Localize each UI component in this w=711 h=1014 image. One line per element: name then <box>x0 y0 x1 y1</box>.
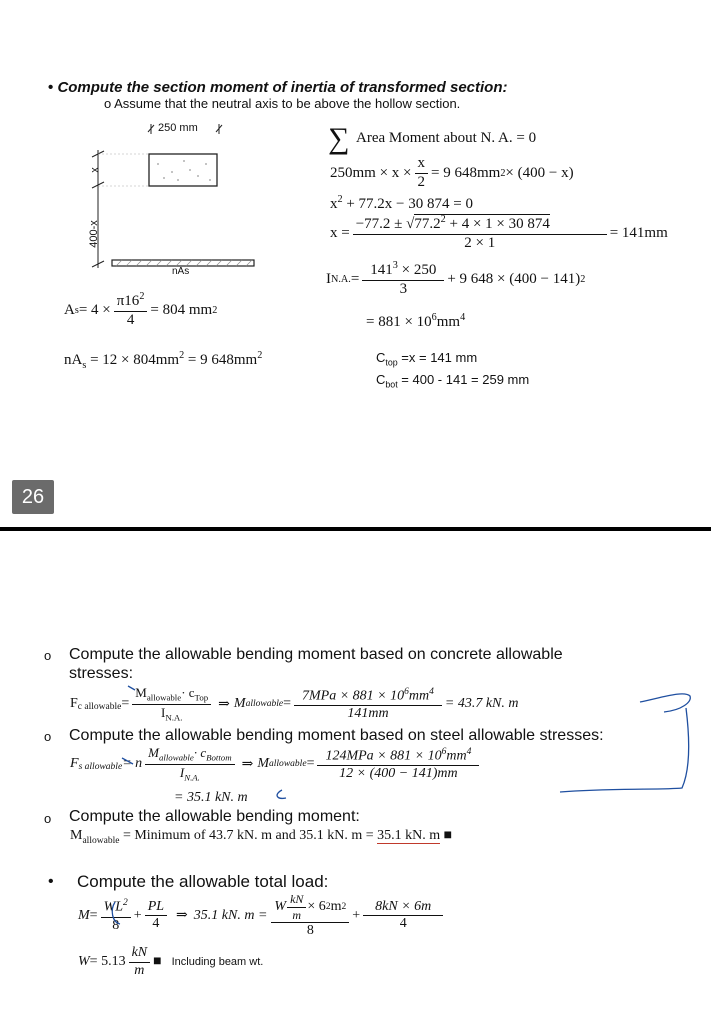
ctop-sub: top <box>385 357 398 368</box>
min-lhs-sub: allowable <box>82 835 120 846</box>
section-diagram <box>80 120 270 290</box>
fs-num-a-sub: allowable <box>158 752 194 763</box>
fs-eq: = n <box>122 756 143 772</box>
m-f4-den: 4 <box>399 916 407 932</box>
fs-rnum-a: 124MPa × 881 × 10 <box>325 748 442 764</box>
m-times-sup: 2 <box>325 902 331 913</box>
fs-rden: 12 × (400 − 141)mm <box>339 766 458 782</box>
m-f4-num: 8kN × 6m <box>363 900 443 917</box>
section-heading <box>48 79 507 96</box>
eq4-num-sup: 3 <box>392 260 398 271</box>
pen-bracket-right <box>560 708 689 792</box>
w-eq: = 5.13 <box>89 954 126 970</box>
nas-lhs-sub: s <box>82 360 87 371</box>
page-number-badge: 26 <box>12 480 54 514</box>
equation-5 <box>366 312 465 331</box>
as-rhs-sup: 2 <box>212 304 218 316</box>
fc-rnum-sup1: 6 <box>404 686 409 697</box>
as-mult: = 4 × <box>78 301 111 318</box>
compression-block <box>149 154 217 186</box>
fs-lhs: F <box>70 756 79 772</box>
radicand <box>414 214 549 232</box>
fc-lhs: F <box>70 696 78 712</box>
cbot-value: = 400 - 141 = 259 mm <box>401 372 530 387</box>
min-lhs: M <box>70 828 83 843</box>
eq1-c: × (400 − x) <box>505 164 574 181</box>
assumption-line <box>104 96 460 111</box>
concrete-heading-line2: stresses: <box>69 665 134 682</box>
as-fraction <box>114 292 148 329</box>
m-f2-den: 4 <box>152 916 160 932</box>
fs-den-a: I <box>179 764 185 780</box>
m-f3-den: 8 <box>306 923 314 939</box>
fs-rnum-b: mm <box>446 748 467 764</box>
equation-3 <box>330 215 668 252</box>
fs-rnum-sup2: 4 <box>466 746 472 757</box>
width-label: 250 mm <box>158 122 198 134</box>
nas-rhs: = 12 × 804mm <box>86 352 180 368</box>
fs-arrow: ⇒ <box>241 756 254 772</box>
m-plus2: + <box>352 907 361 923</box>
eq5-a-sup: 6 <box>431 312 437 323</box>
heading-text: Compute the section moment of inertia of transformed section: <box>57 79 508 96</box>
m-lhs: M <box>78 907 90 923</box>
nas-rhs-sup2: 2 <box>257 350 263 361</box>
eq1-num: x <box>415 156 429 174</box>
ctop-value: =x = 141 mm <box>401 350 478 365</box>
fs-den-sub: N.A. <box>184 772 200 783</box>
m-times: × 6 <box>307 898 326 914</box>
as-num: π16 <box>116 293 140 309</box>
min-end-mark: ■ <box>443 828 453 843</box>
w-lhs: W <box>78 954 90 970</box>
eq4-den: 3 <box>399 280 408 297</box>
eq3-num-a: −77.2 ± <box>355 216 407 232</box>
m-mid: 35.1 kN. m = <box>193 907 268 923</box>
m-plus: + <box>133 907 142 923</box>
pen-hook <box>277 790 286 798</box>
eq1-b-sup: 2 <box>500 167 506 179</box>
nas-rhs-sup1: 2 <box>179 350 185 361</box>
nas-rhs2: = 9 648mm <box>184 352 258 368</box>
x-label: x <box>88 167 101 173</box>
fc-lhs-sub: c allowable <box>77 702 122 713</box>
eq3-lhs: x = <box>330 224 350 241</box>
bullet-min: o <box>44 811 52 826</box>
m-times-sup2: 2 <box>341 902 347 913</box>
eq1-fraction <box>415 156 429 191</box>
steel-label: nAs <box>172 266 190 277</box>
fs-num-dot: · c <box>193 745 207 760</box>
m-times-b: m <box>330 898 342 914</box>
w-kn: kN <box>129 946 151 963</box>
fs-m-sub: allowable <box>269 759 307 770</box>
equation-4 <box>326 261 585 298</box>
nas-equation <box>64 350 262 371</box>
bullet-steel: o <box>44 729 52 744</box>
fc-rden: 141mm <box>347 706 389 722</box>
m-kn: kN <box>287 893 306 908</box>
m-eq: = <box>89 907 98 923</box>
eq1-den: 2 <box>417 173 426 190</box>
area-moment-text: Area Moment about N. A. = 0 <box>356 130 537 146</box>
steel-heading: Compute the allowable bending moment based on steel allowable stresses: <box>69 727 604 744</box>
fs-m: M <box>257 756 270 772</box>
as-num-sup: 2 <box>139 291 145 302</box>
fc-rnum-sup2: 4 <box>429 686 434 697</box>
radicand-a: 77.2 <box>414 216 441 232</box>
fc-result: = 43.7 kN. m <box>444 696 519 712</box>
ctop-line <box>376 350 477 368</box>
w-end-mark: ■ <box>153 954 162 970</box>
eq5-a: = 881 × 10 <box>366 314 432 330</box>
as-rhs: = 804 mm <box>150 301 213 318</box>
concrete-heading-line1: Compute the allowable bending moment based on concrete allowable <box>69 646 563 663</box>
cbot-label: C <box>376 372 386 387</box>
pen-annotations <box>0 640 711 980</box>
pen-squiggle-top <box>640 694 690 712</box>
fc-rnum-b: mm <box>408 688 430 704</box>
fc-den-a: I <box>160 704 166 720</box>
w-note: Including beam wt. <box>171 956 264 969</box>
m-f2-num: PL <box>145 900 167 917</box>
eq4-eq: = <box>350 270 360 287</box>
fc-eq: = <box>121 696 130 712</box>
fc-m: M <box>233 696 246 712</box>
fc-eq2: = <box>283 696 292 712</box>
fc-m-sub: allowable <box>245 699 284 710</box>
m-arrow: ⇒ <box>176 908 188 924</box>
fc-num-a-sub: allowable <box>146 692 182 703</box>
fs-eq2: = <box>306 756 315 772</box>
eq1-a: 250mm × x × <box>330 164 412 181</box>
min-text: = Minimum of 43.7 kN. m and 35.1 kN. m = <box>119 828 378 843</box>
fs-lhs-sub: s allowable <box>78 762 123 773</box>
eq4-lhs-sub: N.A. <box>331 273 351 285</box>
eq4-fraction <box>362 261 444 298</box>
fc-num-a: M <box>135 685 147 700</box>
sqrt-sign: √ <box>406 216 415 232</box>
depth-label: 400-x <box>87 220 100 248</box>
eq4-num-b: × 250 <box>397 262 437 278</box>
eq5-b: mm <box>436 314 461 330</box>
heading-bullet: • <box>48 79 54 96</box>
eq4-rest-sup: 2 <box>580 273 586 285</box>
eq4-rest: + 9 648 × (400 − 141) <box>447 270 581 287</box>
eq1-b: = 9 648mm <box>431 164 501 181</box>
radicand-sup: 2 <box>440 214 446 225</box>
fs-num-b-sub: Bottom <box>206 752 232 763</box>
fc-den-sub: N.A. <box>165 712 183 723</box>
fc-num-dot: · c <box>181 685 195 700</box>
nas-lhs: nA <box>64 352 83 368</box>
radicand-b: + 4 × 1 × 30 874 <box>445 216 550 232</box>
fs-result: = 35.1 kN. m <box>174 790 248 805</box>
fs-num-a: M <box>148 745 159 760</box>
m-f1-den: 8 <box>112 917 120 933</box>
as-lhs: A <box>64 301 75 318</box>
eq2-b: + 77.2x − 30 874 = 0 <box>342 196 473 212</box>
m-f1-num: WL <box>103 900 124 916</box>
cbot-line <box>376 372 529 390</box>
min-heading: Compute the allowable bending moment: <box>69 808 360 825</box>
bullet-concrete: o <box>44 648 52 663</box>
as-lhs-sub: s <box>74 304 79 316</box>
equation-2 <box>330 194 473 213</box>
ctop-label: C <box>376 350 386 365</box>
w-unit: m <box>134 962 145 978</box>
equation-1 <box>330 156 574 191</box>
m-f1-sup: 2 <box>123 898 128 909</box>
m-w: W <box>274 898 287 914</box>
as-equation <box>64 292 217 329</box>
eq2-a: x <box>330 196 338 212</box>
eq3-den: 2 × 1 <box>464 234 496 251</box>
bullet-load: • <box>48 873 54 890</box>
pen-tick-2 <box>122 758 133 764</box>
fc-rnum-a: 7MPa × 881 × 10 <box>302 688 405 704</box>
eq2-a-sup: 2 <box>337 194 343 205</box>
eq3-fraction <box>353 215 607 252</box>
eq5-b-sup: 4 <box>460 312 466 323</box>
eq4-lhs: I <box>326 270 331 287</box>
sum-symbol: ∑ <box>328 122 350 155</box>
sub-bullet: o <box>104 96 112 111</box>
min-value: 35.1 kN. m <box>377 828 441 843</box>
fs-rnum-sup1: 6 <box>441 746 447 757</box>
assumption-text: Assume that the neutral axis to be above the hollow section. <box>114 96 461 111</box>
eq4-num-a: 141 <box>370 262 393 278</box>
fc-arrow: ⇒ <box>218 696 230 712</box>
pen-circle-wl <box>112 902 120 924</box>
fc-num-b-sub: Top <box>194 692 209 703</box>
as-den: 4 <box>126 311 135 328</box>
page-divider <box>0 527 711 531</box>
cbot-sub: bot <box>385 379 398 390</box>
pen-tick-1 <box>128 686 135 690</box>
load-heading: Compute the allowable total load: <box>77 872 329 891</box>
m-unit: m <box>292 907 302 922</box>
eq3-rhs: = 141mm <box>609 224 668 241</box>
